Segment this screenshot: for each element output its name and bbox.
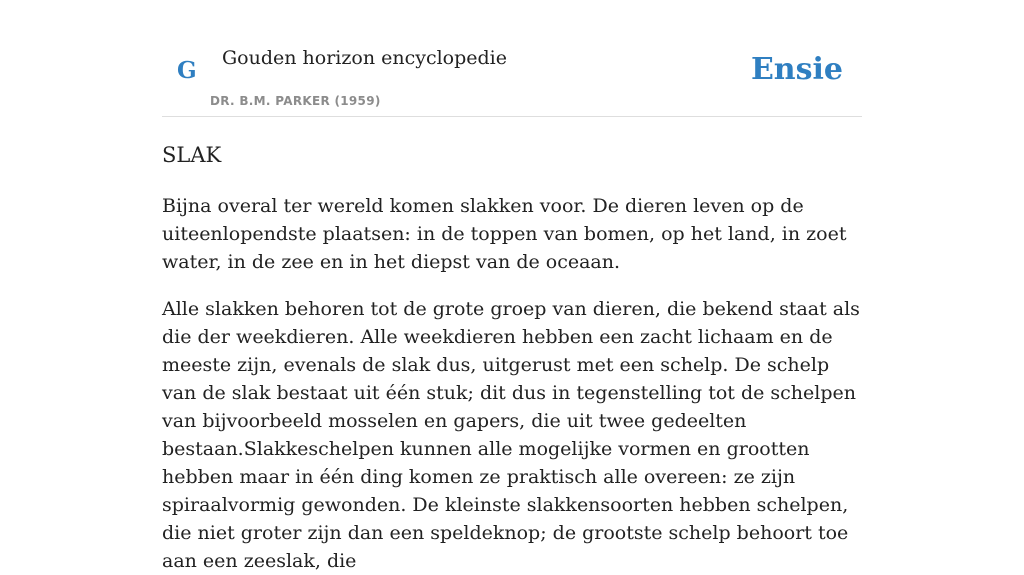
work-author: DR. B.M. PARKER (1959) xyxy=(210,94,381,108)
article-paragraph: Alle slakken behoren tot de grote groep van dieren, die bekend staat als die der weekdieren. Alle weekdieren hebben een zacht lichaam en de meeste zijn, evenals de slak dus, uitgerust met een schelp. De schelp van de slak bestaat uit één stuk; dit dus in tegenstelling tot de schelpen van bijvoorbeeld mosselen en gapers, die uit twee gedeelten bestaan.Slakkeschelpen kunnen alle mogelijke vormen en grootten hebben maar in één ding komen ze praktisch alle overeen: ze zijn spiraalvormig gewonden. De kleinste slakkensoorten hebben schelpen, die niet groter zijn dan een speldeknop; de grootste schelp behoort toe aan een zeeslak, die xyxy=(162,298,860,572)
work-header xyxy=(162,0,862,117)
work-initial-link[interactable]: G xyxy=(177,57,197,84)
article-headword: SLAK xyxy=(162,143,222,167)
article-paragraph: Bijna overal ter wereld komen slakken voor. De dieren leven op de uiteenlopendste plaatsen: in de toppen van bomen, op het land, in zoet water, in de zee en in het diepst van de oceaan. xyxy=(162,195,847,273)
ensie-logo-link[interactable]: Ensie xyxy=(750,52,843,87)
article xyxy=(162,140,862,575)
work-title[interactable]: Gouden horizon encyclopedie xyxy=(222,47,507,69)
